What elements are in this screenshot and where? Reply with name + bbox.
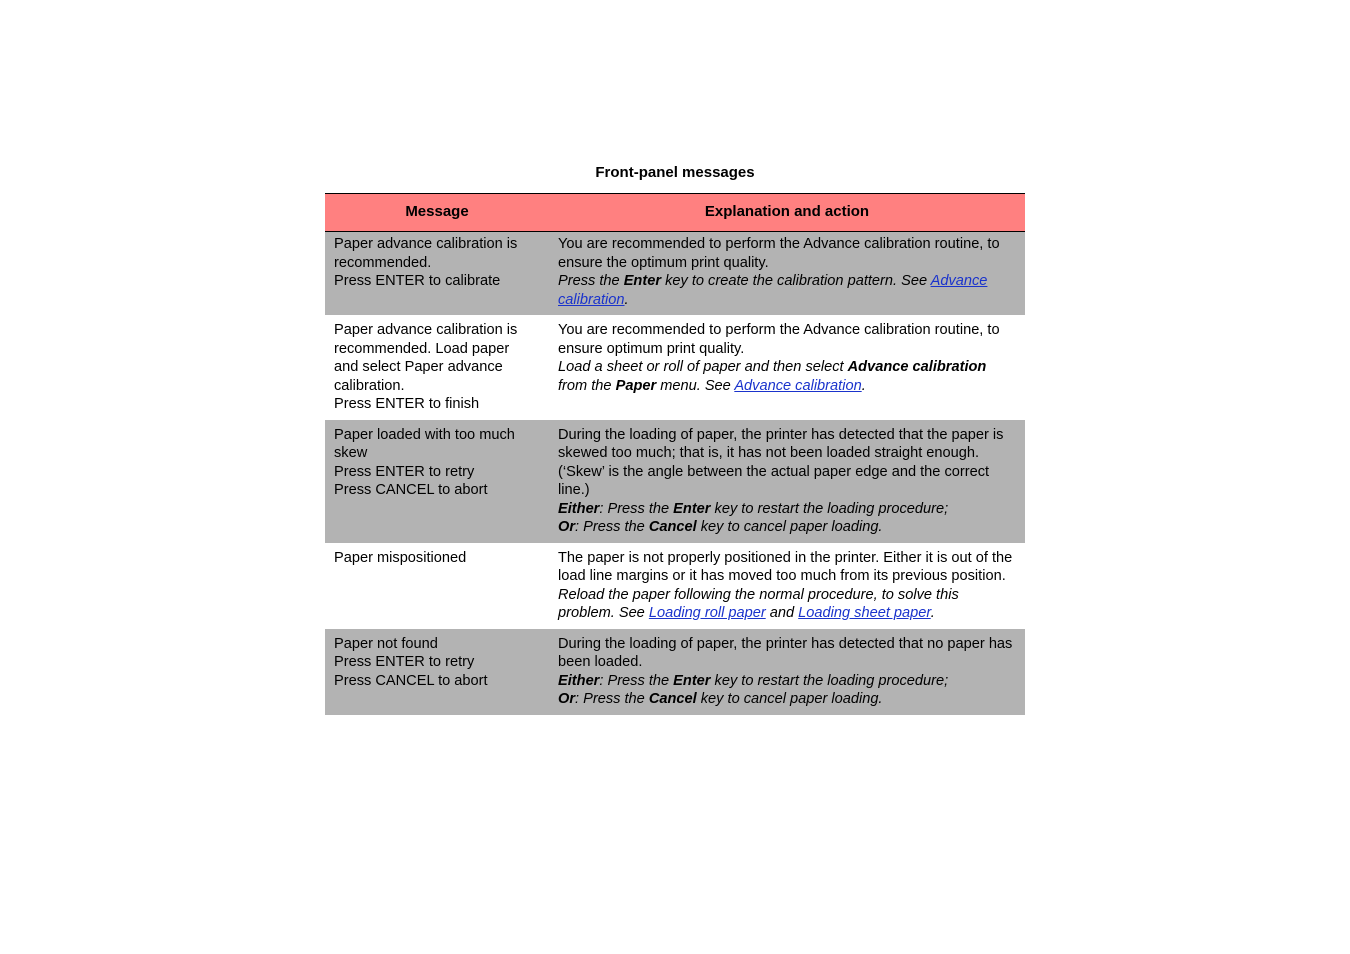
message-line: Press CANCEL to abort — [334, 672, 488, 689]
action-part: . — [624, 291, 629, 308]
action-part: menu. See — [656, 377, 735, 394]
message-line: Press CANCEL to abort — [334, 482, 488, 498]
action-part: : Press the — [599, 672, 674, 689]
or-label: Or — [558, 691, 576, 707]
explanation-cell — [549, 420, 1025, 543]
advance-calibration-link[interactable]: Advance calibration — [734, 377, 862, 394]
message-cell — [325, 315, 549, 420]
message-cell — [325, 232, 549, 316]
explanation-text: During the loading of paper, the printer has detected that no paper has been loaded. — [558, 635, 1013, 670]
explanation-cell — [549, 543, 1025, 629]
message-cell — [325, 543, 549, 629]
menu-item-name: Advance calibration — [847, 359, 987, 375]
action-part: key to cancel paper loading. — [696, 691, 883, 707]
message-line: Press ENTER to retry — [334, 654, 475, 670]
message-line: Press ENTER to retry — [334, 463, 475, 480]
or-action — [558, 690, 1013, 709]
either-action — [558, 672, 1013, 691]
message-line: calibration. — [334, 377, 405, 394]
message-line: Paper advance calibration is — [334, 236, 518, 252]
key-name: Enter — [673, 672, 711, 689]
action-part: : Press the — [575, 691, 649, 707]
key-name: Cancel — [648, 519, 697, 535]
explanation-text: During the loading of paper, the printer has detected that the paper is skewed too much; that is, it has not been loaded straight enough. (‘Skew’ is the angle between the actual paper edge and the correct line.) — [558, 426, 1004, 498]
either-action — [558, 500, 1015, 519]
or-label: Or — [558, 519, 576, 535]
or-action — [558, 518, 1015, 537]
table-header-row — [325, 194, 1025, 232]
action-part: and — [765, 605, 799, 621]
action-part: : Press the — [575, 519, 649, 535]
explanation-cell — [549, 315, 1025, 420]
key-name: Enter — [623, 273, 662, 289]
action-part: . — [930, 605, 935, 621]
message-line: Press ENTER to finish — [334, 396, 480, 412]
explanation-text: You are recommended to perform the Advance calibration routine, to ensure optimum print quality. — [558, 322, 1000, 357]
action-text — [558, 586, 1013, 623]
action-part: key to cancel paper loading. — [696, 519, 883, 535]
advance-calibration-link[interactable]: Advance calibration — [558, 273, 988, 308]
message-line: and select Paper advance — [334, 359, 503, 375]
action-part: Press the — [558, 273, 624, 289]
message-line: recommended. — [334, 254, 432, 271]
table-row — [325, 315, 1025, 420]
message-line: skew — [334, 445, 368, 461]
explanation-text: You are recommended to perform the Advance calibration routine, to ensure the optimum print quality. — [558, 236, 1000, 271]
action-part: Load a sheet or roll of paper and then select — [558, 359, 848, 375]
column-header-message: Message — [325, 194, 549, 232]
explanation-text: The paper is not properly positioned in the printer. Either it is out of the load line margins or it has moved too much from its previous position. — [558, 549, 1013, 584]
action-text — [558, 358, 1013, 395]
key-name: Cancel — [648, 691, 697, 707]
action-part: from the — [558, 377, 616, 394]
column-header-explanation: Explanation and action — [549, 194, 1025, 232]
action-part: . — [861, 377, 866, 394]
message-line: Paper not found — [334, 635, 438, 652]
table-row — [325, 232, 1025, 316]
loading-sheet-paper-link[interactable]: Loading sheet paper — [798, 605, 931, 621]
front-panel-messages-table — [325, 193, 1025, 715]
action-part: Reload the paper following the normal procedure, to solve this problem. See — [558, 586, 959, 621]
loading-roll-paper-link[interactable]: Loading roll paper — [648, 605, 766, 621]
message-line: Press ENTER to calibrate — [334, 273, 501, 289]
table-row — [325, 543, 1025, 629]
action-part: : Press the — [599, 500, 674, 517]
page-title: Front-panel messages — [595, 164, 755, 181]
action-part: key to restart the loading procedure; — [710, 500, 949, 517]
message-line: Paper advance calibration is — [334, 322, 518, 338]
message-line: Paper mispositioned — [334, 549, 467, 566]
table-row — [325, 420, 1025, 543]
menu-name: Paper — [615, 377, 657, 394]
explanation-cell — [549, 629, 1025, 715]
action-part: key to create the calibration pattern. See — [661, 273, 931, 289]
table-row — [325, 629, 1025, 715]
action-part: key to restart the loading procedure; — [710, 672, 949, 689]
either-label: Either — [558, 500, 600, 517]
key-name: Enter — [673, 500, 711, 517]
explanation-cell — [549, 232, 1025, 316]
message-cell — [325, 629, 549, 715]
either-label: Either — [558, 672, 600, 689]
message-line: Paper loaded with too much — [334, 426, 515, 443]
message-cell — [325, 420, 549, 543]
message-line: recommended. Load paper — [334, 340, 510, 357]
action-text — [558, 272, 1013, 309]
